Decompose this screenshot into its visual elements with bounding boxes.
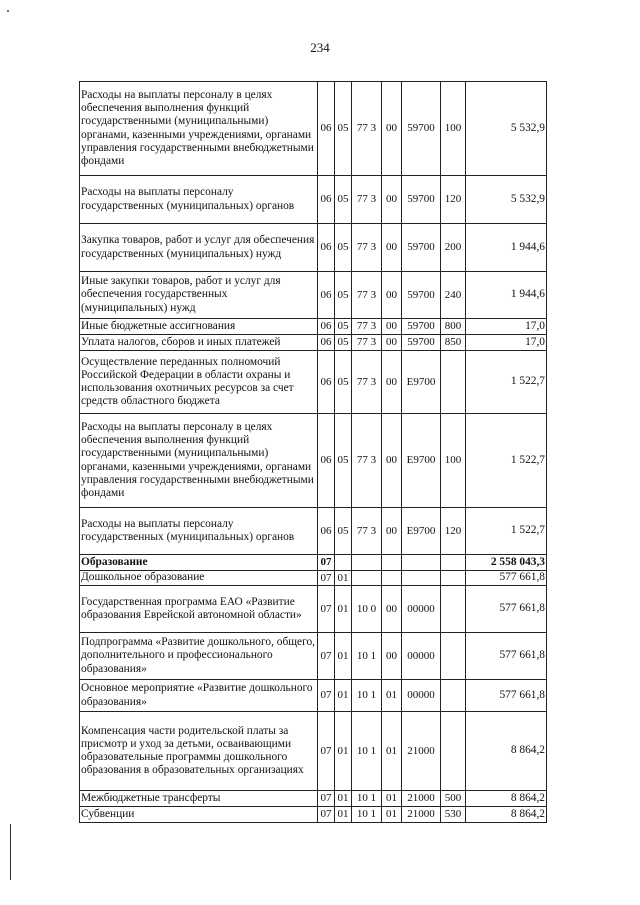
row-target-direction [402,571,441,586]
table-row [80,272,547,319]
row-section: 07 [318,791,335,807]
table-row [80,508,547,555]
row-target-direction [402,555,441,571]
row-expense-type: 240 [441,272,466,319]
row-name: Иные закупки товаров, работ и услуг для обеспечения государственных (муниципальных) нужд [80,272,318,319]
row-name: Расходы на выплаты персоналу в целях обеспечения выполнения функций государственными (муниципальными) органами, казенными учреждениями, органами управления государственными внебюджетными фондами [80,82,318,176]
table-row [80,712,547,791]
row-expense-type [441,351,466,414]
row-target-subprogram [382,555,402,571]
row-target-direction: E9700 [402,508,441,555]
row-expense-type: 120 [441,176,466,224]
table-row [80,335,547,351]
row-name: Межбюджетные трансферты [80,791,318,807]
row-target-direction: 59700 [402,82,441,176]
row-target-subprogram [382,571,402,586]
row-expense-type [441,555,466,571]
table-row [80,319,547,335]
table-row [80,680,547,712]
row-subsection: 01 [335,680,352,712]
row-target-subprogram: 00 [382,335,402,351]
row-target-program: 10 1 [352,791,382,807]
row-target-program [352,555,382,571]
row-amount: 17,0 [466,335,547,351]
row-target-direction: 59700 [402,224,441,272]
row-section: 06 [318,82,335,176]
row-expense-type: 100 [441,82,466,176]
row-section: 06 [318,176,335,224]
row-target-direction: 21000 [402,712,441,791]
row-subsection: 01 [335,586,352,633]
row-amount: 8 864,2 [466,807,547,823]
row-target-subprogram: 01 [382,680,402,712]
row-target-program: 10 1 [352,633,382,680]
row-target-program: 10 1 [352,680,382,712]
row-section: 07 [318,586,335,633]
row-target-direction: 00000 [402,633,441,680]
row-amount: 577 661,8 [466,586,547,633]
row-name: Уплата налогов, сборов и иных платежей [80,335,318,351]
row-target-direction: E9700 [402,351,441,414]
row-target-direction: 59700 [402,272,441,319]
row-amount: 17,0 [466,319,547,335]
row-section: 07 [318,712,335,791]
row-target-direction: 59700 [402,176,441,224]
row-target-direction: 00000 [402,680,441,712]
row-name: Расходы на выплаты персоналу государственных (муниципальных) органов [80,508,318,555]
row-name: Субвенции [80,807,318,823]
table-row [80,176,547,224]
row-subsection [335,555,352,571]
row-section: 07 [318,807,335,823]
row-name: Закупка товаров, работ и услуг для обеспечения государственных (муниципальных) нужд [80,224,318,272]
table-row [80,633,547,680]
row-subsection: 05 [335,508,352,555]
row-name: Образование [80,555,318,571]
row-amount: 5 532,9 [466,176,547,224]
row-target-program [352,571,382,586]
row-name: Подпрограмма «Развитие дошкольного, общего, дополнительного и профессионального образования» [80,633,318,680]
table-row [80,791,547,807]
row-amount: 577 661,8 [466,571,547,586]
row-target-program: 77 3 [352,508,382,555]
row-target-direction: 59700 [402,319,441,335]
row-name: Расходы на выплаты персоналу государственных (муниципальных) органов [80,176,318,224]
row-subsection: 01 [335,712,352,791]
row-subsection: 05 [335,319,352,335]
row-target-program: 77 3 [352,351,382,414]
row-subsection: 05 [335,351,352,414]
row-amount: 1 522,7 [466,351,547,414]
row-target-direction: 00000 [402,586,441,633]
row-target-program: 77 3 [352,319,382,335]
row-target-program: 77 3 [352,335,382,351]
row-section: 06 [318,224,335,272]
row-expense-type: 530 [441,807,466,823]
row-target-subprogram: 01 [382,791,402,807]
row-target-program: 77 3 [352,272,382,319]
row-target-subprogram: 00 [382,82,402,176]
row-subsection: 05 [335,335,352,351]
row-target-program: 10 1 [352,712,382,791]
scan-speck [7,10,9,12]
row-section: 06 [318,414,335,508]
row-target-program: 10 1 [352,807,382,823]
row-target-subprogram: 00 [382,414,402,508]
row-subsection: 05 [335,224,352,272]
row-target-direction: E9700 [402,414,441,508]
row-target-direction: 21000 [402,807,441,823]
row-target-direction: 59700 [402,335,441,351]
row-name: Осуществление переданных полномочий Российской Федерации в области охраны и использования охотничьих ресурсов за счет средств областного бюджета [80,351,318,414]
row-name: Государственная программа ЕАО «Развитие образования Еврейской автономной области» [80,586,318,633]
row-amount: 5 532,9 [466,82,547,176]
row-subsection: 01 [335,633,352,680]
row-subsection: 05 [335,176,352,224]
row-expense-type [441,586,466,633]
budget-table [79,81,547,823]
row-expense-type [441,571,466,586]
row-amount: 8 864,2 [466,712,547,791]
row-expense-type: 200 [441,224,466,272]
row-section: 06 [318,508,335,555]
row-amount: 577 661,8 [466,680,547,712]
margin-line [10,824,11,880]
row-amount: 2 558 043,3 [466,555,547,571]
row-expense-type: 100 [441,414,466,508]
budget-table-body [80,82,547,823]
row-target-program: 77 3 [352,224,382,272]
row-target-program: 10 0 [352,586,382,633]
row-section: 06 [318,272,335,319]
table-row [80,351,547,414]
row-subsection: 01 [335,807,352,823]
page-number: 234 [310,40,330,55]
row-subsection: 05 [335,414,352,508]
row-name: Основное мероприятие «Развитие дошкольного образования» [80,680,318,712]
row-target-subprogram: 00 [382,272,402,319]
row-section: 07 [318,571,335,586]
row-section: 06 [318,319,335,335]
row-section: 07 [318,633,335,680]
row-target-subprogram: 00 [382,351,402,414]
row-target-subprogram: 01 [382,807,402,823]
table-row [80,82,547,176]
row-expense-type [441,633,466,680]
table-row [80,555,547,571]
row-target-subprogram: 00 [382,319,402,335]
row-expense-type: 120 [441,508,466,555]
row-target-subprogram: 00 [382,633,402,680]
row-name: Расходы на выплаты персоналу в целях обеспечения выполнения функций государственными (муниципальными) органами, казенными учреждениями, органами управления государственными внебюджетными фондами [80,414,318,508]
row-expense-type: 500 [441,791,466,807]
row-expense-type [441,680,466,712]
row-target-subprogram: 01 [382,712,402,791]
row-subsection: 05 [335,272,352,319]
row-section: 06 [318,335,335,351]
row-amount: 8 864,2 [466,791,547,807]
table-row [80,414,547,508]
row-section: 06 [318,351,335,414]
table-row [80,224,547,272]
row-amount: 1 944,6 [466,272,547,319]
row-amount: 1 522,7 [466,414,547,508]
row-target-program: 77 3 [352,414,382,508]
table-row [80,586,547,633]
row-subsection: 01 [335,571,352,586]
row-section: 07 [318,680,335,712]
row-amount: 1 944,6 [466,224,547,272]
table-row [80,571,547,586]
row-target-program: 77 3 [352,176,382,224]
row-name: Дошкольное образование [80,571,318,586]
row-target-subprogram: 00 [382,508,402,555]
row-target-program: 77 3 [352,82,382,176]
row-name: Иные бюджетные ассигнования [80,319,318,335]
row-name: Компенсация части родительской платы за присмотр и уход за детьми, осваивающими образовательные программы дошкольного образования в образовательных организациях [80,712,318,791]
row-target-subprogram: 00 [382,224,402,272]
row-subsection: 01 [335,791,352,807]
row-amount: 1 522,7 [466,508,547,555]
row-expense-type: 800 [441,319,466,335]
row-expense-type [441,712,466,791]
row-target-subprogram: 00 [382,586,402,633]
row-expense-type: 850 [441,335,466,351]
row-target-subprogram: 00 [382,176,402,224]
table-row [80,807,547,823]
row-amount: 577 661,8 [466,633,547,680]
row-subsection: 05 [335,82,352,176]
row-target-direction: 21000 [402,791,441,807]
row-section: 07 [318,555,335,571]
